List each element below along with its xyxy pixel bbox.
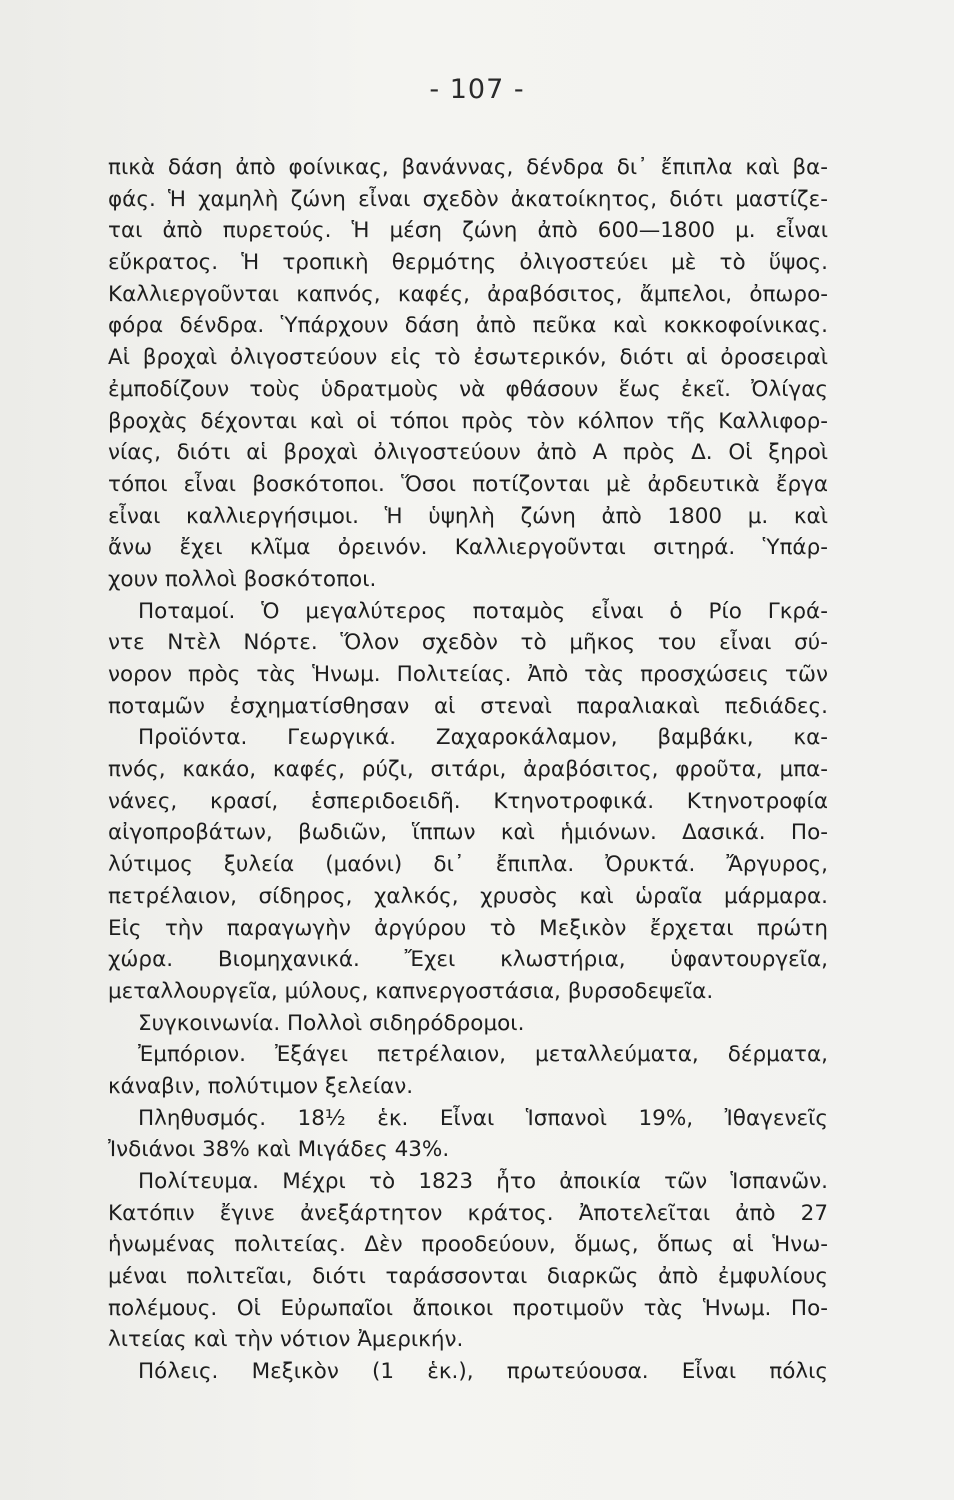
- text-line: χώρα. Βιομηχανικά. Ἔχει κλωστήρια, ὑφαντουργεῖα,: [108, 947, 828, 973]
- text-line: Ἰνδιάνοι 38% καὶ Μιγάδες 43%.: [108, 1137, 450, 1163]
- text-line: Εἰς τὴν παραγωγὴν ἀργύρου τὸ Μεξικὸν ἔρχεται πρώτη: [108, 915, 828, 941]
- text-line: πετρέλαιον, σίδηρος, χαλκός, χρυσὸς καὶ ὡραῖα μάρμαρα.: [108, 883, 828, 909]
- text-line: φάς. Ἡ χαμηλὴ ζώνη εἶναι σχεδὸν ἀκατοίκητος, διότι μαστίζε-: [108, 186, 828, 212]
- text-line: ται ἀπὸ πυρετούς. Ἡ μέση ζώνη ἀπὸ 600—1800 μ. εἶναι: [108, 218, 828, 244]
- text-line: λύτιμος ξυλεία (μαόνι) δι᾿ ἔπιπλα. Ὀρυκτά. Ἄργυρος,: [108, 852, 828, 878]
- text-line: νορον πρὸς τὰς Ἡνωμ. Πολιτείας. Ἀπὸ τὰς προσχώσεις τῶν: [108, 662, 828, 687]
- text-line: κάναβιν, πολύτιμον ξελείαν.: [108, 1073, 414, 1099]
- section-population-line: Πληθυσμός. 18½ ἑκ. Εἶναι Ἱσπανοὶ 19%, Ἰθαγενεῖς: [138, 1105, 828, 1131]
- text-line: τόποι εἶναι βοσκότοποι. Ὅσοι ποτίζονται μὲ ἀρδευτικὰ ἔργα: [108, 471, 828, 497]
- section-products-line: Προϊόντα. Γεωργικά. Ζαχαροκάλαμον, βαμβάκι, κα-: [138, 725, 828, 751]
- text-line: πικὰ δάση ἀπὸ φοίνικας, βανάννας, δένδρα δι᾿ ἔπιπλα καὶ βα-: [108, 155, 828, 180]
- text-line: μεταλλουργεῖα, μύλους, καπνεργοστάσια, βυρσοδεψεῖα.: [108, 978, 714, 1004]
- text-line: λιτείας καὶ τὴν νότιον Ἀμερικήν.: [108, 1327, 464, 1353]
- text-line: ντε Ντὲλ Νόρτε. Ὅλον σχεδὸν τὸ μῆκος του εἶναι σύ-: [108, 630, 828, 656]
- section-cities-line: Πόλεις. Μεξικὸν (1 ἑκ.), πρωτεύουσα. Εἶναι πόλις: [138, 1359, 828, 1385]
- text-line: εὔκρατος. Ἡ τροπικὴ θερμότης ὀλιγοστεύει μὲ τὸ ὕψος.: [108, 250, 828, 276]
- text-line: μέναι πολιτεῖαι, διότι ταράσσονται διαρκῶς ἀπὸ ἐμφυλίους: [108, 1264, 828, 1290]
- text-line: ἄνω ἔχει κλῖμα ὀρεινόν. Καλλιεργοῦνται σιτηρά. Ὑπάρ-: [108, 535, 828, 561]
- text-line: πνός, κακάο, καφές, ρύζι, σιτάρι, ἀραβόσιτος, φροῦτα, μπα-: [108, 757, 828, 783]
- section-government-line: Πολίτευμα. Μέχρι τὸ 1823 ἦτο ἀποικία τῶν Ἱσπανῶν.: [138, 1169, 828, 1194]
- text-line: αἰγοπροβάτων, βωδιῶν, ἵππων καὶ ἡμιόνων. Δασικά. Πο-: [108, 820, 828, 846]
- section-rivers-line: Ποταμοί. Ὁ μεγαλύτερος ποταμὸς εἶναι ὁ Ρίο Γκρά-: [138, 598, 828, 624]
- text-line: πολέμους. Οἱ Εὐρωπαῖοι ἄποικοι προτιμοῦν τὰς Ἡνωμ. Πο-: [108, 1295, 828, 1321]
- text-line: χουν πολλοὶ βοσκότοποι.: [108, 566, 377, 592]
- text-line: Αἱ βροχαὶ ὀλιγοστεύουν εἰς τὸ ἐσωτερικόν, διότι αἱ ὀροσειραὶ: [108, 345, 828, 371]
- text-line: ποταμῶν ἐσχηματίσθησαν αἱ στεναὶ παραλιακαὶ πεδιάδες.: [108, 693, 828, 719]
- text-line: εἶναι καλλιεργήσιμοι. Ἡ ὑψηλὴ ζώνη ἀπὸ 1800 μ. καὶ: [108, 503, 828, 529]
- text-line: Κατόπιν ἔγινε ἀνεξάρτητον κράτος. Ἀποτελεῖται ἀπὸ 27: [108, 1200, 828, 1226]
- section-commerce-line: Ἐμπόριον. Ἐξάγει πετρέλαιον, μεταλλεύματα, δέρματα,: [138, 1042, 828, 1068]
- text-line: φόρα δένδρα. Ὑπάρχουν δάση ἀπὸ πεῦκα καὶ κοκκοφοίνικας.: [108, 313, 828, 339]
- body-text: [108, 152, 828, 1388]
- text-line: ἡνωμένας πολιτείας. Δὲν προοδεύουν, ὅμως, ὅπως αἱ Ἡνω-: [108, 1232, 828, 1258]
- text-line: βροχὰς δέχονται καὶ οἱ τόποι πρὸς τὸν κόλπον τῆς Καλλιφορ-: [108, 408, 828, 434]
- text-line: νίας, διότι αἱ βροχαὶ ὀλιγοστεύουν ἀπὸ Α πρὸς Δ. Οἱ ξηροὶ: [108, 440, 828, 466]
- text-line: ἐμποδίζουν τοὺς ὑδρατμοὺς νὰ φθάσουν ἕως ἐκεῖ. Ὀλίγας: [108, 376, 828, 402]
- text-line: Καλλιεργοῦνται καπνός, καφές, ἀραβόσιτος, ἄμπελοι, ὀπωρο-: [108, 281, 828, 307]
- text-line: νάνες, κρασί, ἑσπεριδοειδῆ. Κτηνοτροφικά. Κτηνοτροφία: [108, 788, 828, 814]
- section-communication-line: Συγκοινωνία. Πολλοὶ σιδηρόδρομοι.: [138, 1010, 525, 1036]
- page-number: - 107 -: [429, 74, 525, 105]
